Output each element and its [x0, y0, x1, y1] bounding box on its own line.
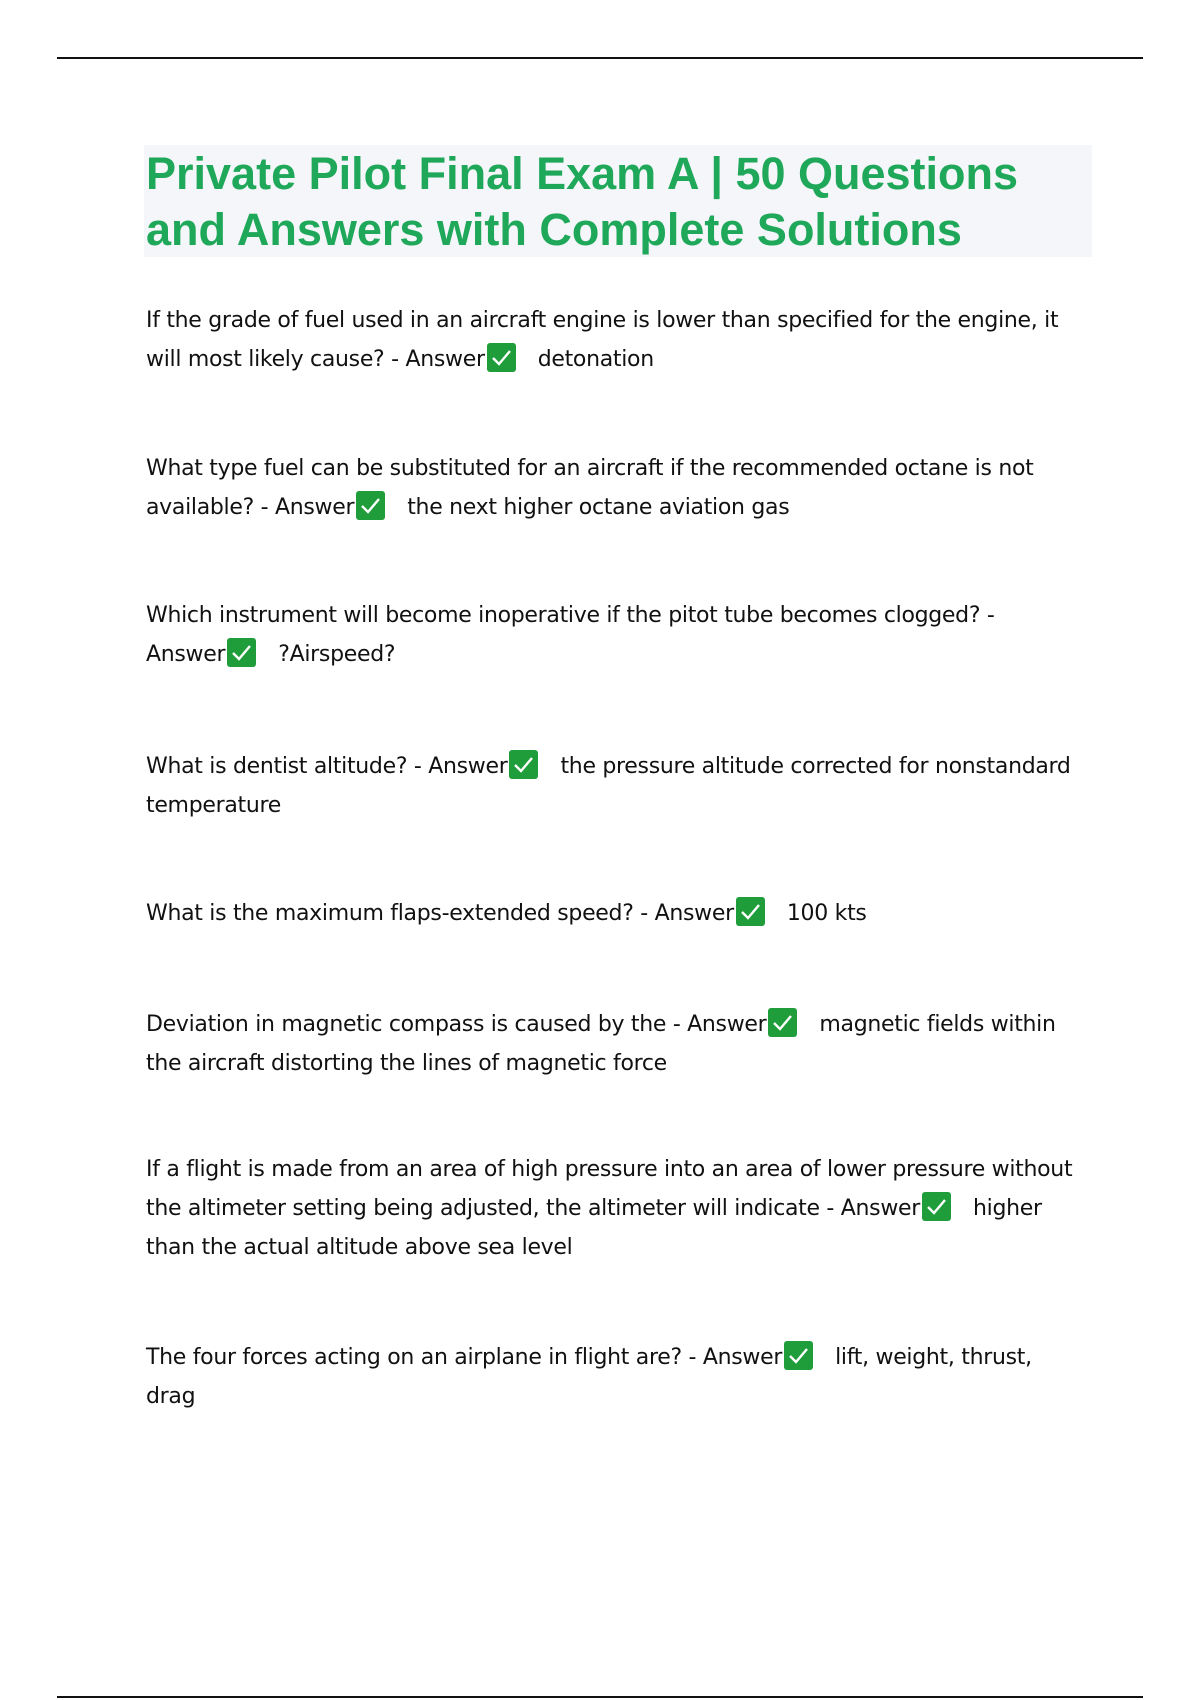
answer-text: 100 kts: [786, 901, 867, 926]
question-text: What is the maximum flaps-extended speed? - Answer: [146, 901, 734, 926]
qa-item: [146, 1338, 1076, 1416]
question-text: Which instrument will become inoperative if the pitot tube becomes clogged? - Answer: [146, 603, 995, 667]
check-mark-icon: [227, 638, 256, 667]
question-text: Deviation in magnetic compass is caused by the - Answer: [146, 1012, 767, 1037]
check-mark-icon: [356, 491, 385, 520]
question-text: The four forces acting on an airplane in flight are? - Answer: [146, 1345, 783, 1370]
bottom-divider: [57, 1696, 1143, 1698]
check-mark-icon: [736, 897, 765, 926]
qa-item: [146, 596, 1076, 674]
check-mark-icon: [487, 343, 516, 372]
check-mark-icon: [509, 750, 538, 779]
document-title: Private Pilot Final Exam A | 50 Questions and Answers with Complete Solutions: [146, 148, 1019, 255]
answer-text: the pressure altitude corrected for nonstandard temperature: [146, 754, 1071, 818]
qa-item: [146, 894, 1076, 933]
check-mark-icon: [784, 1341, 813, 1370]
question-text: If a flight is made from an area of high pressure into an area of lower pressure without the altimeter setting being adjusted, the altimeter will indicate - Answer: [146, 1157, 1073, 1221]
qa-item: [146, 747, 1076, 825]
question-text: What is dentist altitude? - Answer: [146, 754, 508, 779]
answer-text: higher than the actual altitude above sea level: [146, 1196, 1042, 1260]
answer-text: detonation: [537, 347, 654, 372]
question-text: If the grade of fuel used in an aircraft engine is lower than specified for the engine, it will most likely cause? - Answer: [146, 308, 1059, 372]
qa-item: [146, 1150, 1076, 1267]
question-text: What type fuel can be substituted for an aircraft if the recommended octane is not available? - Answer: [146, 456, 1034, 520]
check-mark-icon: [768, 1008, 797, 1037]
qa-item: [146, 1005, 1076, 1083]
check-mark-icon: [922, 1192, 951, 1221]
qa-item: [146, 449, 1076, 527]
qa-item: [146, 301, 1076, 379]
answer-text: the next higher octane aviation gas: [407, 495, 790, 520]
answer-text: lift, weight, thrust, drag: [146, 1345, 1032, 1409]
answer-text: magnetic fields within the aircraft distorting the lines of magnetic force: [146, 1012, 1056, 1076]
answer-text: ?Airspeed?: [278, 642, 396, 667]
top-divider: [57, 57, 1143, 59]
